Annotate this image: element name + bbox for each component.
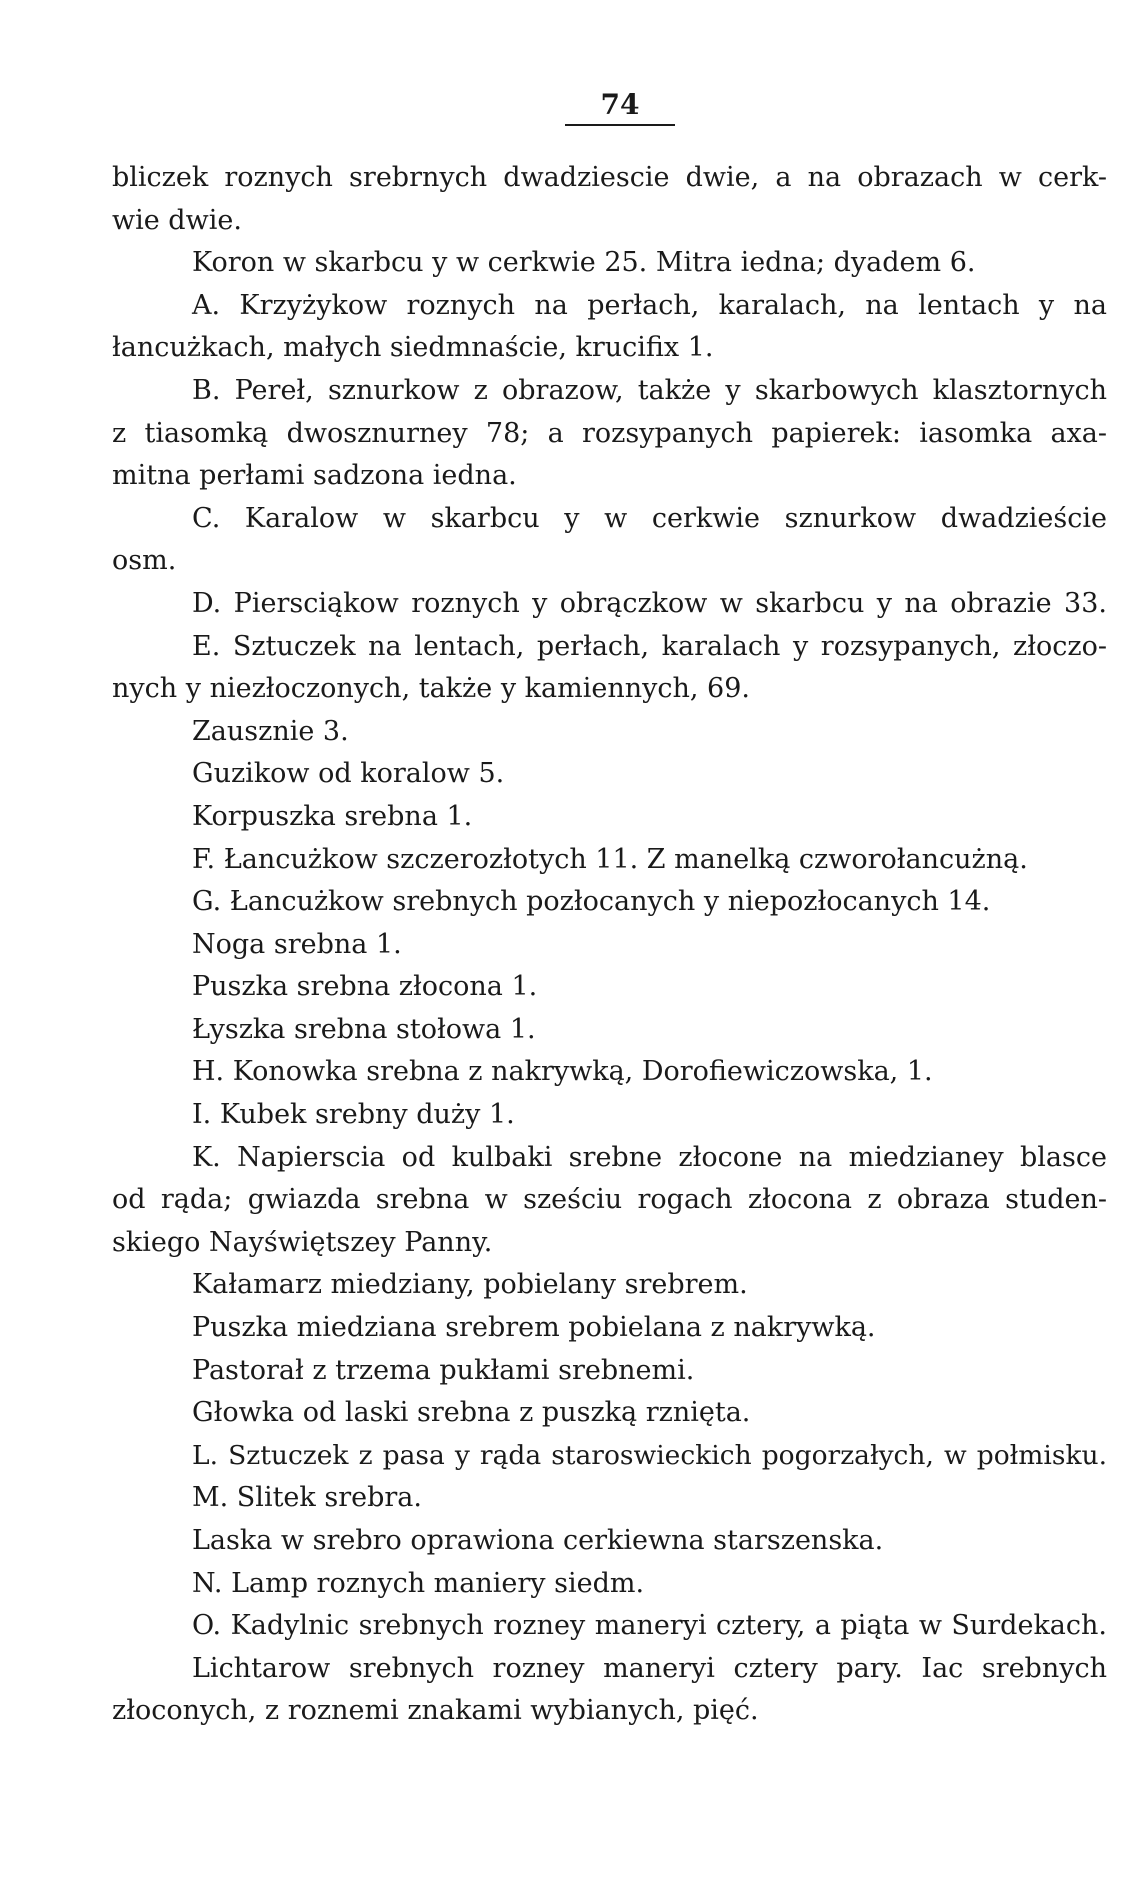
text-line: F. Łancużkow szczerozłotych 11. Z manelką czworołancużną.: [192, 843, 1028, 875]
text-line: M. Slitek srebra.: [192, 1482, 422, 1514]
text-line: mitna perłami sadzona iedna.: [112, 460, 517, 492]
text-line: Korpuszka srebna 1.: [192, 800, 473, 832]
text-line: z tiasomką dwosznurney 78; a rozsypanych papierek: iasomka axa-: [112, 417, 1107, 449]
text-line: osm.: [112, 545, 177, 577]
text-line: O. Kadylnic srebnych rozney maneryi cztery, a piąta w Surdekach.: [192, 1610, 1107, 1642]
text-line: A. Krzyżykow roznych na perłach, karalach, na lentach y na: [192, 289, 1107, 321]
text-line: B. Pereł, sznurkow z obrazow, także y skarbowych klasztornych: [192, 374, 1107, 406]
page-text: [112, 157, 1107, 1733]
text-line: Kałamarz miedziany, pobielany srebrem.: [192, 1269, 748, 1301]
text-line: od rąda; gwiazda srebna w sześciu rogach złocona z obraza studen-: [112, 1184, 1107, 1216]
text-line: N. Lamp roznych maniery siedm.: [192, 1567, 645, 1599]
text-line: wie dwie.: [112, 204, 242, 236]
text-line: Zausznie 3.: [192, 715, 349, 747]
text-line: K. Napierscia od kulbaki srebne złocone na miedzianey blasce: [192, 1141, 1107, 1173]
text-line: C. Karalow w skarbcu y w cerkwie sznurkow dwadzieście: [192, 502, 1107, 534]
page-number-rule: [565, 124, 675, 126]
text-line: L. Sztuczek z pasa y rąda staroswieckich pogorzałych, w połmisku.: [192, 1439, 1107, 1471]
text-line: I. Kubek srebny duży 1.: [192, 1099, 515, 1131]
text-line: Puszka miedziana srebrem pobielana z nakrywką.: [192, 1312, 876, 1344]
text-line: skiego Nayświętszey Panny.: [112, 1226, 493, 1258]
text-line: Pastorał z trzema pukłami srebnemi.: [192, 1354, 695, 1386]
text-line: Laska w srebro oprawiona cerkiewna starszenska.: [192, 1525, 884, 1556]
page-number: 74: [600, 88, 640, 121]
text-line: Głowka od laski srebna z puszką rznięta.: [192, 1397, 751, 1429]
text-line: Noga srebna 1.: [192, 928, 402, 960]
text-line: nych y niezłoczonych, także y kamiennych, 69.: [112, 673, 750, 705]
text-line: Guzikow od koralow 5.: [192, 758, 505, 790]
text-line: D. Piersciąkow roznych y obrączkow w skarbcu y na obrazie 33.: [192, 587, 1107, 619]
text-line: G. Łancużkow srebnych pozłocanych y niepozłocanych 14.: [192, 886, 991, 918]
text-line: Lichtarow srebnych rozney maneryi cztery pary. Iac srebnych: [192, 1652, 1107, 1684]
text-line: Puszka srebna złocona 1.: [192, 971, 538, 1003]
text-line: bliczek roznych srebrnych dwadziescie dwie, a na obrazach w cerk-: [112, 162, 1107, 193]
text-line: łancużkach, małych siedmnaście, krucifix 1.: [112, 332, 714, 364]
text-line: Łyszka srebna stołowa 1.: [192, 1013, 536, 1045]
text-line: H. Konowka srebna z nakrywką, Dorofiewiczowska, 1.: [192, 1056, 933, 1088]
text-line: Koron w skarbcu y w cerkwie 25. Mitra iedna; dyadem 6.: [192, 247, 976, 279]
text-line: E. Sztuczek na lentach, perłach, karalach y rozsypanych, złoczo-: [192, 630, 1107, 662]
text-line: złoconych, z roznemi znakami wybianych, pięć.: [112, 1695, 759, 1727]
